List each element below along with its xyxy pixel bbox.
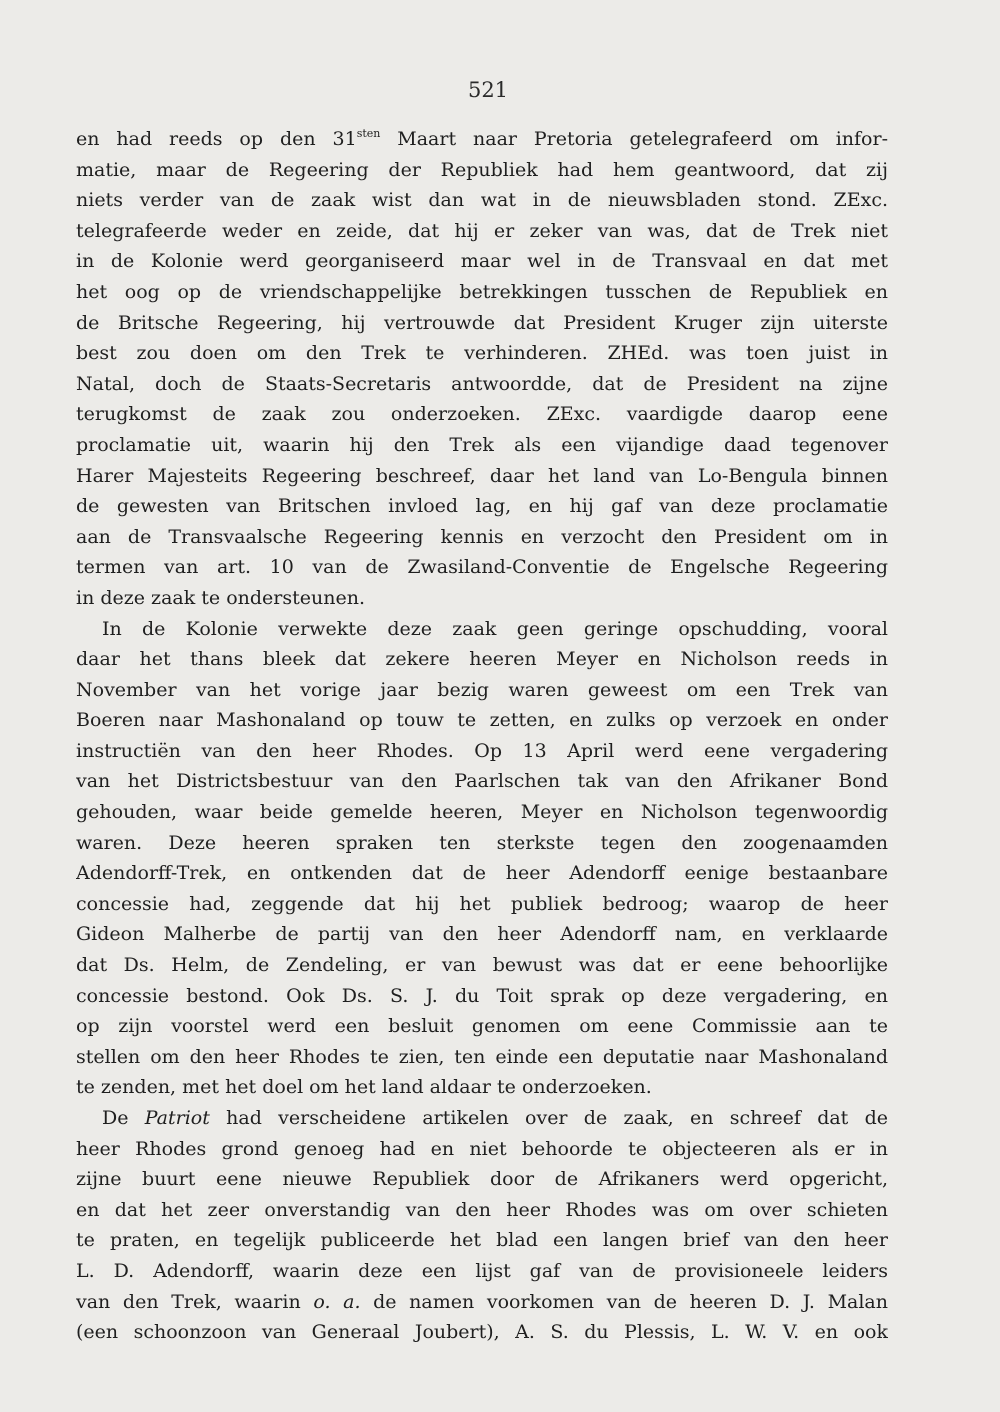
text-line (76, 1072, 888, 1103)
line-text: (een schoonzoon van Generaal Joubert), A. S. du Plessis, L. W. V. en ook (76, 1321, 888, 1344)
line-text: Natal, doch de Staats-Secretaris antwoordde, dat de President na zijne (76, 372, 888, 395)
text-line (76, 430, 888, 461)
line-text: in de Kolonie werd georganiseerd maar wel in de Transvaal en dat met (76, 250, 888, 273)
line-text: daar het thans bleek dat zekere heeren Meyer en Nicholson reeds in (76, 648, 888, 671)
body-text (76, 124, 888, 1348)
line-text: matie, maar de Regeering der Republiek had hem geantwoord, dat zij (76, 158, 888, 181)
text-line (76, 858, 888, 889)
text-line (76, 614, 888, 645)
line-text: stellen om den heer Rhodes te zien, ten einde een deputatie naar Mashonaland (76, 1045, 888, 1068)
line-text: terugkomst de zaak zou onderzoeken. ZExc. vaardigde daarop eene (76, 403, 888, 426)
line-text: te zenden, met het doel om het land aldaar te onderzoeken. (76, 1076, 652, 1099)
text-line (76, 277, 888, 308)
line-text-continued: de namen voorkomen van de heeren D. J. Malan (360, 1290, 888, 1313)
line-text: en had reeds op den 31 (76, 128, 357, 150)
text-line (76, 124, 888, 155)
line-text: concessie had, zeggende dat hij het publiek bedroog; waarop de heer (76, 892, 888, 915)
text-line (76, 1103, 888, 1134)
text-line (76, 981, 888, 1012)
line-text: In de Kolonie verwekte deze zaak geen geringe opschudding, vooral (102, 617, 888, 640)
line-text: L. D. Adendorff, waarin deze een lijst gaf van de provisioneele leiders (76, 1259, 888, 1282)
line-text: aan de Transvaalsche Regeering kennis en verzocht den President om in (76, 525, 888, 548)
line-text: dat Ds. Helm, de Zendeling, er van bewust was dat er eene behoorlijke (76, 954, 888, 977)
line-text: concessie bestond. Ook Ds. S. J. du Toit sprak op deze vergadering, en (76, 984, 888, 1007)
line-text: gehouden, waar beide gemelde heeren, Meyer en Nicholson tegenwoordig (76, 801, 888, 824)
text-line (76, 1287, 888, 1318)
line-text: Gideon Malherbe de partij van den heer Adendorff nam, en verklaarde (76, 923, 888, 946)
line-text: waren. Deze heeren spraken ten sterkste tegen den zoogenaamden (76, 831, 888, 854)
line-text: te praten, en tegelijk publiceerde het blad een langen brief van den heer (76, 1229, 888, 1252)
text-line (76, 491, 888, 522)
text-line (76, 399, 888, 430)
line-text: het oog op de vriendschappelijke betrekkingen tusschen de Republiek en (76, 280, 888, 303)
line-text: op zijn voorstel werd een besluit genomen om eene Commissie aan te (76, 1015, 888, 1038)
line-text: November van het vorige jaar bezig waren geweest om een Trek van (76, 678, 888, 701)
text-line (76, 185, 888, 216)
line-text: best zou doen om den Trek te verhinderen. ZHEd. was toen juist in (76, 342, 888, 365)
line-text: niets verder van de zaak wist dan wat in de nieuwsbladen stond. ZExc. (76, 189, 888, 212)
text-line (76, 736, 888, 767)
line-text: van het Districtsbestuur van den Paarlschen tak van den Afrikaner Bond (76, 770, 888, 793)
line-text: Harer Majesteits Regeering beschreef, daar het land van Lo-Bengula binnen (76, 464, 888, 487)
line-text: instructiën van den heer Rhodes. Op 13 April werd eene vergadering (76, 739, 888, 762)
line-text: proclamatie uit, waarin hij den Trek als een vijandige daad tegenover (76, 433, 888, 456)
text-line (76, 950, 888, 981)
line-text: zijne buurt eene nieuwe Republiek door de Afrikaners werd opgericht, (76, 1168, 888, 1191)
text-line (76, 1256, 888, 1287)
text-line (76, 797, 888, 828)
text-line (76, 1134, 888, 1165)
line-text: termen van art. 10 van de Zwasiland-Conventie de Engelsche Regeering (76, 556, 888, 579)
line-text: Boeren naar Mashonaland op touw te zetten, en zulks op verzoek en onder (76, 709, 888, 732)
text-line (76, 1042, 888, 1073)
text-line (76, 461, 888, 492)
text-line (76, 1164, 888, 1195)
text-line (76, 644, 888, 675)
text-line (76, 1225, 888, 1256)
italic-text: o. a. (313, 1290, 361, 1313)
text-line (76, 828, 888, 859)
page-number: 521 (467, 78, 509, 102)
line-text: heer Rhodes grond genoeg had en niet behoorde te objecteeren als er in (76, 1137, 888, 1160)
text-line (76, 522, 888, 553)
text-line (76, 1011, 888, 1042)
text-line (76, 1317, 888, 1348)
line-text: van den Trek, waarin (76, 1290, 314, 1313)
text-line (76, 766, 888, 797)
italic-text: Patriot (144, 1107, 210, 1129)
line-text: Adendorff-Trek, en ontkenden dat de heer Adendorff eenige bestaanbare (76, 862, 888, 885)
line-text: telegrafeerde weder en zeide, dat hij er zeker van was, dat de Trek niet (76, 219, 888, 242)
text-line (76, 1195, 888, 1226)
text-line (76, 889, 888, 920)
line-text-continued: Maart naar Pretoria getelegrafeerd om infor- (380, 128, 888, 150)
text-line (76, 155, 888, 186)
text-line (76, 369, 888, 400)
text-line (76, 246, 888, 277)
line-text: in deze zaak te ondersteunen. (76, 586, 365, 609)
line-text: en dat het zeer onverstandig van den heer Rhodes was om over schieten (76, 1198, 888, 1221)
line-text: De (102, 1107, 145, 1129)
line-text: de gewesten van Britschen invloed lag, en hij gaf van deze proclamatie (76, 495, 888, 518)
text-line (76, 308, 888, 339)
superscript: sten (356, 127, 381, 140)
text-line (76, 216, 888, 247)
text-line (76, 552, 888, 583)
text-line (76, 705, 888, 736)
line-text-continued: had verscheidene artikelen over de zaak, en schreef dat de (209, 1107, 888, 1129)
text-line (76, 338, 888, 369)
text-line (76, 675, 888, 706)
line-text: de Britsche Regeering, hij vertrouwde dat President Kruger zijn uiterste (76, 311, 888, 334)
text-line (76, 583, 888, 614)
text-line (76, 919, 888, 950)
